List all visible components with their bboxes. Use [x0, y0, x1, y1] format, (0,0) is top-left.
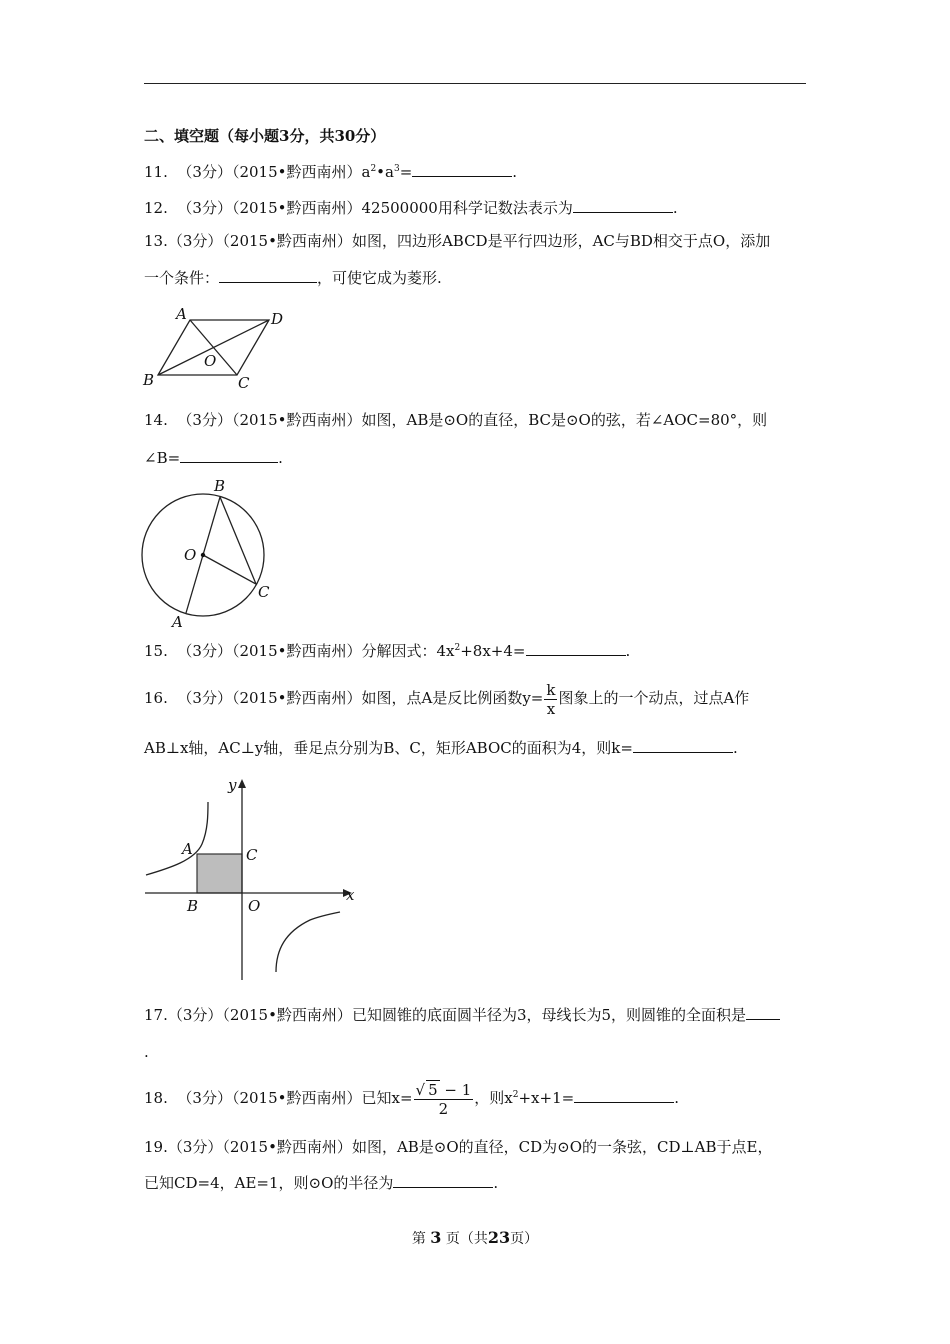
answer-blank [412, 162, 512, 177]
question-11: 11. （3分）（2015•黔西南州）$a^2•a^3=$ . [144, 163, 518, 181]
label-A: A [182, 840, 193, 858]
question-15: 15. （3分）（2015•黔西南州）分解因式：$4x^2+8x+4=$ . [144, 642, 631, 660]
answer-blank [633, 738, 733, 753]
label-C: C [238, 374, 250, 392]
question-17: 17.（3分）（2015•黔西南州）已知圆锥的底面圆半径为3，母线长为5，则圆锥的全面积是 [144, 1005, 780, 1025]
question-14: 14. （3分）（2015•黔西南州）如图，AB是⊙O的直径，BC是⊙O的弦，若∠AOC=80°，则 [144, 411, 768, 429]
question-12: 12. （3分）（2015•黔西南州）42500000用科学记数法表示为 . [144, 199, 678, 217]
header-rule [144, 83, 806, 84]
answer-blank [574, 1088, 674, 1103]
page-footer: 第 3 页（共23页） [411, 1228, 539, 1247]
fraction-sqrt5-minus-1-over-2: $\frac{√ 5 - 1}{2}$ [415, 1081, 472, 1118]
question-13: 13.（3分）（2015•黔西南州）如图，四边形ABCD是平行四边形，AC与BD相交于点O，添加 [144, 232, 771, 250]
label-A: A [172, 613, 183, 631]
answer-blank [746, 1005, 780, 1020]
label-x: x [346, 886, 355, 904]
label-B: B [143, 371, 155, 389]
label-O: O [248, 897, 261, 915]
label-O: O [184, 546, 197, 564]
section-title: 二、填空题（每小题3分，共30分） [144, 127, 386, 145]
question-13-line2: 一个条件： ，可使它成为菱形. [144, 269, 442, 287]
label-B: B [187, 897, 199, 915]
question-16: 16. （3分）（2015•黔西南州）如图，点A是反比例函数y= $\frac{k}{x}$ 图象上的一个动点，过点A作 [144, 680, 750, 718]
label-B: B [214, 477, 226, 495]
figure-hyperbola [140, 772, 365, 987]
figure-circle [138, 474, 278, 632]
answer-blank [526, 641, 626, 656]
label-D: D [271, 310, 284, 328]
label-O: O [204, 352, 217, 370]
question-16-line2: AB⊥x轴，AC⊥y轴，垂足点分别为B、C，矩形ABOC的面积为4，则k= . [144, 739, 738, 757]
label-C: C [246, 846, 258, 864]
answer-blank [393, 1173, 493, 1188]
label-A: A [176, 305, 187, 323]
question-18: 18. （3分）（2015•黔西南州）已知x= $\frac{√ 5 - 1}{2}$ ，则$x^2+x+1=$ . [144, 1081, 679, 1118]
answer-blank [219, 268, 317, 283]
answer-blank [180, 448, 278, 463]
question-19-line2: 已知CD=4，AE=1，则⊙O的半径为 . [144, 1174, 499, 1192]
question-14-line2: ∠B= . [144, 449, 283, 467]
label-C: C [258, 583, 270, 601]
label-y: y [228, 776, 237, 794]
answer-blank [573, 198, 673, 213]
fraction-k-over-x: $\frac{k}{x}$ [546, 680, 556, 718]
question-19: 19.（3分）（2015•黔西南州）如图，AB是⊙O的直径，CD为⊙O的一条弦，CD⊥AB于点E， [144, 1138, 773, 1156]
figure-parallelogram [138, 302, 298, 394]
question-17-line2: . [144, 1043, 149, 1061]
